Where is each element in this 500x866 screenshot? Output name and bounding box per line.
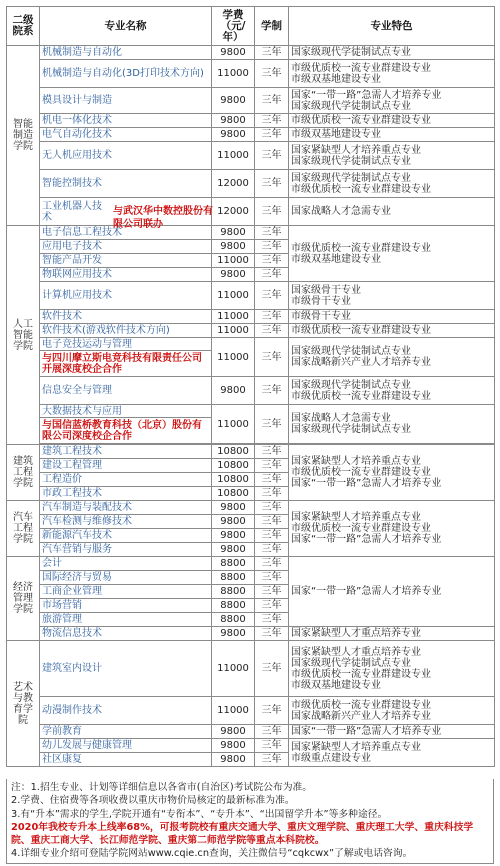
major-name: 无人机应用技术 <box>40 142 212 170</box>
fee: 9800 <box>212 753 255 767</box>
fee: 11000 <box>212 641 255 697</box>
fee: 9800 <box>212 529 255 543</box>
major-name: 电子信息工程技术 <box>40 226 212 240</box>
duration: 三年 <box>255 459 289 473</box>
table-row <box>7 282 495 310</box>
fee: 12000 <box>212 170 255 198</box>
fee: 10800 <box>212 487 255 501</box>
college-construction: 建筑工程学院 <box>7 445 40 501</box>
header-fee: 学费（元/年） <box>212 7 255 46</box>
features: 市级优质校一流专业群建设专业 国家战略新兴产业人才培养专业 <box>289 697 495 725</box>
table-row <box>7 88 495 114</box>
duration: 三年 <box>255 641 289 697</box>
major-name: 物联网应用技术 <box>40 268 212 282</box>
fee: 11000 <box>212 310 255 324</box>
major-name: 动漫制作技术 <box>40 697 212 725</box>
duration: 三年 <box>255 338 289 377</box>
features: 国家级现代学徒制试点专业 <box>289 46 495 60</box>
major-name: 大数据技术与应用 <box>40 405 212 418</box>
major-name: 工商企业管理 <box>40 585 212 599</box>
table-row <box>7 725 495 739</box>
fee: 12000 <box>212 198 255 226</box>
fee: 11000 <box>212 282 255 310</box>
table-row <box>7 501 495 515</box>
features: 国家紧缺型人才培养重点专业 市级优质校一流专业群建设专业 国家“一带一路”急需人才培养专业 <box>289 501 495 557</box>
partner-note-huazhong: 与武汉华中数控股份有限公司联办 <box>113 206 213 230</box>
duration: 三年 <box>255 557 289 571</box>
major-name: 建筑室内设计 <box>40 641 212 697</box>
fee: 9800 <box>212 725 255 739</box>
major-name: 市场营销 <box>40 599 212 613</box>
major-name: 学前教育 <box>40 725 212 739</box>
table-row <box>7 338 495 351</box>
major-name: 信息安全与管理 <box>40 377 212 405</box>
note-4: 4.详细专业介绍可登陆学院网站www.cqie.cn查询，关注微信号“cqkcwx”了解或电话咨询。 <box>11 848 413 860</box>
note-3: 3.有“升本”需求的学生,学院开通有“专衔本”、“专升本”、“出国留学升本”等多种途径。 <box>11 808 388 820</box>
duration: 三年 <box>255 310 289 324</box>
duration: 三年 <box>255 377 289 405</box>
major-name: 新能源汽车技术 <box>40 529 212 543</box>
fee: 9800 <box>212 515 255 529</box>
note-2: 2.学费、住宿费等各项收费以重庆市物价局核定的最新标准为准。 <box>11 795 295 807</box>
features: 国家紧缺型人才重点培养专业 国家级现代学徒制试点专业 市级优质校一流专业群建设专业 市级双基地建设专业 <box>289 641 495 697</box>
duration: 三年 <box>255 142 289 170</box>
major-name: 电子竞技运动与管理 <box>40 338 212 351</box>
duration: 三年 <box>255 571 289 585</box>
major-name: 市政工程技术 <box>40 487 212 501</box>
major-name: 软件技术(游戏软件技术方向) <box>40 324 212 338</box>
fee: 9800 <box>212 226 255 240</box>
features: 国家战略人才急需专业 国家级现代学徒制试点专业 <box>289 405 495 444</box>
duration: 三年 <box>255 60 289 88</box>
header-college: 二级院系 <box>7 7 40 46</box>
table-row <box>7 46 495 60</box>
table-row <box>7 114 495 128</box>
features: 国家级现代学徒制试点专业 市级优质校一流专业群建设专业 <box>289 170 495 198</box>
duration: 三年 <box>255 613 289 627</box>
duration: 三年 <box>255 254 289 268</box>
footnotes <box>6 779 494 864</box>
college-intelligent-manufacturing: 智能制造学院 <box>7 46 40 226</box>
major-name: 汽车制造与装配技术 <box>40 501 212 515</box>
fee: 10800 <box>212 445 255 459</box>
duration: 三年 <box>255 627 289 641</box>
features: 市级优质校一流专业群建设专业 <box>289 114 495 128</box>
major-name: 智能产品开发 <box>40 254 212 268</box>
duration: 三年 <box>255 128 289 142</box>
header-features: 专业特色 <box>289 7 495 46</box>
college-artificial-intelligence: 人工智能学院 <box>7 226 40 445</box>
fee: 9800 <box>212 128 255 142</box>
features: 国家级现代学徒制试点专业 国家战略新兴产业人才培养专业 <box>289 338 495 377</box>
duration: 三年 <box>255 501 289 515</box>
major-name: 旅游管理 <box>40 613 212 627</box>
fee: 8800 <box>212 571 255 585</box>
duration: 三年 <box>255 515 289 529</box>
duration: 三年 <box>255 529 289 543</box>
major-name: 机械制造与自动化(3D打印技术方向) <box>40 60 212 88</box>
major-name: 电气自动化技术 <box>40 128 212 142</box>
major-name: 机电一体化技术 <box>40 114 212 128</box>
college-economics-management: 经济管理学院 <box>7 557 40 641</box>
duration: 三年 <box>255 88 289 114</box>
table-row <box>7 142 495 170</box>
fee: 9800 <box>212 627 255 641</box>
table-row <box>7 128 495 142</box>
major-name: 工程造价 <box>40 473 212 487</box>
duration: 三年 <box>255 198 289 226</box>
features: 国家“一带一路”急需人才培养专业 <box>289 557 495 627</box>
fee: 10800 <box>212 459 255 473</box>
duration: 三年 <box>255 324 289 338</box>
table-row <box>7 739 495 753</box>
major-name: 物流信息技术 <box>40 627 212 641</box>
major-name: 建设工程管理 <box>40 459 212 473</box>
features: 国家紧缺型人才培养重点专业 国家级现代学徒制试点专业 <box>289 142 495 170</box>
duration: 三年 <box>255 226 289 240</box>
features: 市级优质校一流专业群建设专业 市级双基地建设专业 <box>289 226 495 282</box>
major-name: 应用电子技术 <box>40 240 212 254</box>
major-name: 国际经济与贸易 <box>40 571 212 585</box>
fee: 9800 <box>212 88 255 114</box>
table-row <box>7 445 495 459</box>
college-arts-education: 艺术与教育学院 <box>7 641 40 767</box>
major-name: 幼儿发展与健康管理 <box>40 739 212 753</box>
partner-note-bigdata: 与国信蓝桥教育科技（北京）股份有限公司深度校企合作 <box>40 418 212 444</box>
features: 国家级现代学徒制试点专业 市级优质校一流专业群建设专业 <box>289 377 495 405</box>
major-name: 汽车检测与维修技术 <box>40 515 212 529</box>
features: 市级优质校一流专业群建设专业 市级双基地建设专业 <box>289 60 495 88</box>
fee: 8800 <box>212 599 255 613</box>
fee: 9800 <box>212 377 255 405</box>
major-name: 软件技术 <box>40 310 212 324</box>
duration: 三年 <box>255 725 289 739</box>
fee: 9800 <box>212 739 255 753</box>
features: 国家战略人才急需专业 <box>289 198 495 226</box>
duration: 三年 <box>255 697 289 725</box>
duration: 三年 <box>255 753 289 767</box>
duration: 三年 <box>255 240 289 254</box>
fee: 11000 <box>212 142 255 170</box>
fee: 9800 <box>212 268 255 282</box>
fee: 9800 <box>212 114 255 128</box>
fee: 11000 <box>212 254 255 268</box>
features: 国家紧缺型人才培养重点专业 市级重点建设专业 <box>289 739 495 767</box>
fee: 9800 <box>212 46 255 60</box>
college-automotive: 汽车工程学院 <box>7 501 40 557</box>
features: 国家“一带一路”急需人才培养专业 国家级现代学徒制试点专业 <box>289 88 495 114</box>
fee: 11000 <box>212 338 255 377</box>
features: 国家级骨干专业 市级骨干专业 <box>289 282 495 310</box>
table-row <box>7 60 495 88</box>
program-table <box>6 6 495 767</box>
header-row <box>7 7 495 46</box>
duration: 三年 <box>255 585 289 599</box>
duration: 三年 <box>255 473 289 487</box>
duration: 三年 <box>255 487 289 501</box>
duration: 三年 <box>255 46 289 60</box>
header-duration: 学制 <box>255 7 289 46</box>
fee: 8800 <box>212 585 255 599</box>
fee: 11000 <box>212 697 255 725</box>
duration: 三年 <box>255 543 289 557</box>
fee: 11000 <box>212 405 255 444</box>
features: 市级优质校一流专业群建设专业 <box>289 324 495 338</box>
features: 国家紧缺型人才培养重点专业 市级优质校一流专业群建设专业 国家“一带一路”急需人才培养专业 <box>289 445 495 501</box>
major-name: 智能控制技术 <box>40 170 212 198</box>
features: 市级骨干专业 <box>289 310 495 324</box>
partner-note-esports: 与四川摩立斯电竞科技有限责任公司开展深度校企合作 <box>40 351 212 377</box>
table-row <box>7 310 495 324</box>
features: 市级双基地建设专业 <box>289 128 495 142</box>
table-row <box>7 198 495 226</box>
duration: 三年 <box>255 282 289 310</box>
duration: 三年 <box>255 170 289 198</box>
duration: 三年 <box>255 114 289 128</box>
fee: 11000 <box>212 60 255 88</box>
note-upgrade-rate: 2020年我校专升本上线率68%，可报考院校有重庆交通大学、重庆文理学院、重庆理工大学、重庆科技学院、重庆工商大学、长江师范学院、重庆第二师范学院等重点本科院校。 <box>11 821 474 847</box>
table-row <box>7 226 495 240</box>
fee: 10800 <box>212 473 255 487</box>
header-major: 专业名称 <box>40 7 212 46</box>
major-name: 社区康复 <box>40 753 212 767</box>
major-name: 会计 <box>40 557 212 571</box>
duration: 三年 <box>255 445 289 459</box>
duration: 三年 <box>255 268 289 282</box>
features: 国家紧缺型人才重点培养专业 <box>289 627 495 641</box>
major-name: 工业机器人技术 <box>40 198 212 226</box>
duration: 三年 <box>255 599 289 613</box>
table-row <box>7 627 495 641</box>
fee: 9800 <box>212 240 255 254</box>
duration: 三年 <box>255 405 289 444</box>
table-row <box>7 405 495 418</box>
major-name: 模具设计与制造 <box>40 88 212 114</box>
features: 国家“一带一路”急需人才培养专业 <box>289 725 495 739</box>
table-row <box>7 170 495 198</box>
major-name: 汽车营销与服务 <box>40 543 212 557</box>
major-name: 建筑工程技术 <box>40 445 212 459</box>
fee: 9800 <box>212 543 255 557</box>
major-name: 机械制造与自动化 <box>40 46 212 60</box>
major-name: 计算机应用技术 <box>40 282 212 310</box>
fee: 11000 <box>212 324 255 338</box>
table-row <box>7 557 495 571</box>
note-1: 注：1.招生专业、计划等详细信息以各省市(自治区)考试院公布为准。 <box>11 782 313 793</box>
duration: 三年 <box>255 739 289 753</box>
fee: 8800 <box>212 557 255 571</box>
fee: 9800 <box>212 501 255 515</box>
fee: 8800 <box>212 613 255 627</box>
table-row <box>7 377 495 405</box>
table-row <box>7 641 495 697</box>
table-row <box>7 697 495 725</box>
table-row <box>7 324 495 338</box>
